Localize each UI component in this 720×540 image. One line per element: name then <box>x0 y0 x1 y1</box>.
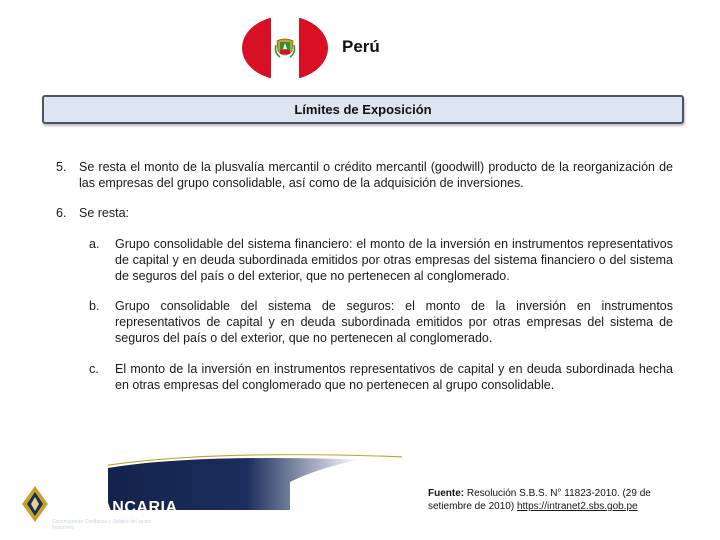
subitem-letter: b. <box>89 299 100 313</box>
list-item: Se resta: <box>79 206 130 220</box>
flag-red-band-right <box>299 16 328 80</box>
country-title: Perú <box>342 37 380 56</box>
flag-red-band-left <box>242 16 271 80</box>
item-number: 6. <box>56 206 67 220</box>
logo-tagline: Construyendo Confianza y Solidez del sector financiero <box>52 519 152 531</box>
source-link[interactable]: https://intranet2.sbs.gob.pe <box>516 501 638 512</box>
section-title-bar <box>42 95 684 124</box>
list-item: Se resta el monto de la plusvalía mercantil o crédito mercantil (goodwill) producto de la reorganización de las empresas del grupo consolidable, así como de la adquisición de inversiones. <box>79 160 673 190</box>
sub-list-item: El monto de la inversión en instrumentos representativos de capital y en deuda subordinada hecha en otras empresas del conglomerado que no pertenecen al grupo consolidable. <box>115 362 673 392</box>
flag-white-band <box>271 16 300 80</box>
section-title: Límites de Exposición <box>294 102 432 117</box>
source-label: Fuente: <box>428 488 465 499</box>
sub-list-item: Grupo consolidable del sistema de seguros: el monto de la inversión en instrumentos representativos de capital y en deuda subordinada emitidos por otras empresas del sistema de seguros del país o del exterior, que no pertenecen al conglomerado. <box>115 299 673 345</box>
sub-list-item: Grupo consolidable del sistema financiero: el monto de la inversión en instrumentos representativos de capital y en deuda subordinada emitidos por otras empresas del sistema financiero o del sistema de seguros del país o del exterior, que no pertenecen al conglomerado. <box>115 237 673 283</box>
asobancaria-logo-icon <box>22 486 48 522</box>
logo-name: ASOBANCARIA <box>52 499 178 516</box>
subitem-letter: a. <box>89 237 100 251</box>
coat-of-arms-icon <box>274 35 296 61</box>
source-note <box>428 487 688 513</box>
peru-flag <box>242 16 328 80</box>
item-number: 5. <box>56 160 67 174</box>
subitem-letter: c. <box>89 362 99 376</box>
source-text: Resolución S.B.S. N° 11823-2010. (29 de setiembre de 2010) <box>428 488 651 512</box>
